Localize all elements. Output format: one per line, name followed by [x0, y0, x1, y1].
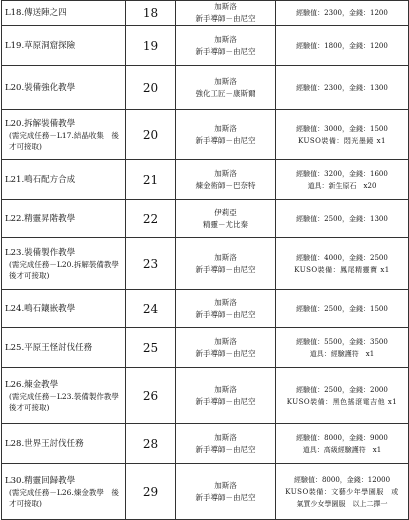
quest-npc-name: 加斯洛 [214, 168, 237, 178]
quest-name-cell [2, 110, 126, 160]
quest-reward-cell [276, 160, 409, 200]
quest-level: 22 [126, 200, 176, 238]
quest-npc-name: 加斯洛 [214, 480, 237, 490]
quest-npc-name: 加斯洛 [214, 76, 237, 86]
quest-row [2, 328, 409, 368]
quest-npc-cell [176, 368, 276, 424]
quest-level: 19 [126, 26, 176, 66]
quest-npc-cell [176, 1, 276, 26]
quest-reward-cell [276, 110, 409, 160]
quest-npc-name: 新手導師－由尼空 [195, 396, 256, 406]
quest-name-cell [2, 464, 126, 520]
quest-level: 20 [126, 110, 176, 160]
quest-npc-name: 新手導師－由尼空 [195, 444, 256, 454]
quest-npc-name: 伊莉亞 [214, 207, 237, 217]
quest-name-cell [2, 424, 126, 464]
quest-name-cell [2, 1, 126, 26]
quest-npc-name: 新手導師－由尼空 [195, 309, 256, 319]
quest-row [2, 26, 409, 66]
quest-reward-line: 經驗值：3000，金錢：1500 [296, 124, 388, 133]
quest-reward-line: 經驗值：2500，金錢：2000 [296, 385, 388, 394]
quest-title: L19.草原洞窟探險 [5, 40, 76, 51]
quest-title: L20.拆解裝備教學 [5, 118, 76, 129]
quest-npc-cell [176, 328, 276, 368]
quest-row [2, 200, 409, 238]
quest-prerequisite-note: (需完成任務－L17.結晶收集 後才可接取) [9, 130, 119, 151]
quest-prerequisite-note: (需完成任務－L23.裝備製作教學 後才可接取) [9, 391, 127, 412]
quest-npc-cell [176, 200, 276, 238]
quest-level: 18 [126, 1, 176, 26]
quest-title: L23.裝備製作教學 [5, 247, 76, 258]
quest-row [2, 160, 409, 200]
quest-npc-name: 新手導師－由尼空 [195, 135, 256, 145]
quest-reward-line: 經驗值：5500，金錢：3500 [296, 337, 388, 346]
quest-level: 25 [126, 328, 176, 368]
quest-npc-cell [176, 160, 276, 200]
quest-reward-cell [276, 424, 409, 464]
quest-name-cell [2, 200, 126, 238]
quest-table-body [2, 1, 409, 520]
quest-row [2, 66, 409, 110]
quest-reward-line: 道具：經驗護符 x1 [309, 349, 375, 358]
quest-npc-cell [176, 66, 276, 110]
quest-npc-name: 精靈－尤比秦 [203, 219, 248, 229]
quest-level: 21 [126, 160, 176, 200]
quest-reward-line: 經驗值：2500，金錢：1500 [296, 304, 388, 313]
quest-reward-line: 道具：新生原石 x20 [307, 181, 377, 190]
quest-prerequisite-note: (需完成任務－L20.拆解裝備教學 後才可接取) [9, 259, 127, 280]
quest-reward-cell [276, 368, 409, 424]
quest-npc-cell [176, 464, 276, 520]
quest-reward-line: 經驗值：1800，金錢：1200 [296, 41, 388, 50]
quest-level: 26 [126, 368, 176, 424]
quest-reward-cell [276, 290, 409, 328]
quest-row [2, 238, 409, 290]
quest-name-cell [2, 290, 126, 328]
quest-reward-line: 經驗值：4000，金錢：2500 [296, 253, 388, 262]
quest-npc-cell [176, 290, 276, 328]
quest-table [1, 0, 409, 520]
quest-reward-line: 經驗值：3200，金錢：1600 [296, 169, 388, 178]
quest-reward-cell [276, 238, 409, 290]
quest-reward-cell [276, 328, 409, 368]
quest-npc-cell [176, 238, 276, 290]
quest-title: L22.精靈昇階教學 [5, 213, 76, 224]
quest-reward-line: 經驗值：2500，金錢：1300 [296, 214, 388, 223]
quest-npc-name: 強化工匠－康斯爾 [195, 88, 256, 98]
quest-reward-cell [276, 200, 409, 238]
quest-npc-name: 新手導師－由尼空 [195, 264, 256, 274]
quest-name-cell [2, 328, 126, 368]
quest-npc-name: 加斯洛 [214, 336, 237, 346]
quest-npc-name: 加斯洛 [214, 123, 237, 133]
quest-npc-name: 加斯洛 [214, 432, 237, 442]
quest-npc-name: 加斯洛 [214, 252, 237, 262]
quest-row [2, 1, 409, 26]
quest-level: 29 [126, 464, 176, 520]
quest-name-cell [2, 26, 126, 66]
quest-reward-line: KUSO裝備：悶光墨鏡 x1 [297, 136, 387, 145]
quest-reward-line: KUSO裝備：文藝少年學園服 或 [285, 487, 399, 496]
quest-title: L30.精靈回歸教學 [5, 475, 76, 486]
quest-level: 28 [126, 424, 176, 464]
quest-row [2, 290, 409, 328]
quest-name-cell [2, 66, 126, 110]
quest-reward-cell [276, 26, 409, 66]
quest-title: L25.平原王怪討伐任務 [5, 342, 93, 353]
quest-title: L26.煉金教學 [5, 379, 59, 390]
quest-level: 24 [126, 290, 176, 328]
quest-row [2, 368, 409, 424]
quest-npc-name: 加斯洛 [214, 2, 237, 11]
quest-title: L20.裝備強化教學 [5, 82, 76, 93]
quest-npc-cell [176, 424, 276, 464]
quest-npc-name: 加斯洛 [214, 384, 237, 394]
quest-reward-line: 經驗值：8000，金錢：9000 [296, 433, 388, 442]
quest-name-cell [2, 238, 126, 290]
quest-reward-line: 道具：高級經驗護符 x1 [302, 445, 382, 454]
quest-reward-cell [276, 66, 409, 110]
quest-reward-line: KUSO裝備：鳳尾精靈寶 x1 [294, 265, 390, 274]
quest-npc-name: 加斯洛 [214, 34, 237, 44]
quest-title: L21.鳴石配方合成 [5, 174, 76, 185]
quest-npc-name: 新手導師－由尼空 [195, 46, 256, 56]
quest-row [2, 110, 409, 160]
quest-title: L18.傳送陣之四 [5, 8, 67, 18]
quest-reward-line: 氣質少女學園服 以上二擇一 [296, 499, 388, 508]
quest-title: L28.世界王討伐任務 [5, 438, 84, 449]
quest-npc-name: 新手導師－由尼空 [195, 348, 256, 358]
quest-npc-name: 新手導師－由尼空 [195, 14, 256, 23]
quest-npc-cell [176, 110, 276, 160]
quest-npc-cell [176, 26, 276, 66]
quest-npc-name: 煉金術師－巴奈特 [195, 180, 256, 190]
quest-name-cell [2, 160, 126, 200]
quest-level: 20 [126, 66, 176, 110]
quest-row [2, 424, 409, 464]
quest-reward-line: 經驗值：2300，金錢：1300 [296, 83, 388, 92]
quest-reward-cell [276, 464, 409, 520]
quest-reward-line: KUSO裝備：黑色搖滾電吉他 x1 [286, 397, 398, 406]
quest-level: 23 [126, 238, 176, 290]
quest-prerequisite-note: (需完成任務－L26.煉金教學 後才可接取) [9, 487, 119, 508]
quest-reward-line: 經驗值：8000，金錢：12000 [293, 475, 391, 484]
quest-npc-name: 新手導師－由尼空 [195, 492, 256, 502]
quest-reward-cell [276, 1, 409, 26]
quest-row [2, 464, 409, 520]
quest-name-cell [2, 368, 126, 424]
quest-npc-name: 加斯洛 [214, 297, 237, 307]
quest-reward-line: 經驗值：2300，金錢：1200 [296, 9, 388, 17]
quest-title: L24.鳴石鑲嵌教學 [5, 303, 76, 314]
